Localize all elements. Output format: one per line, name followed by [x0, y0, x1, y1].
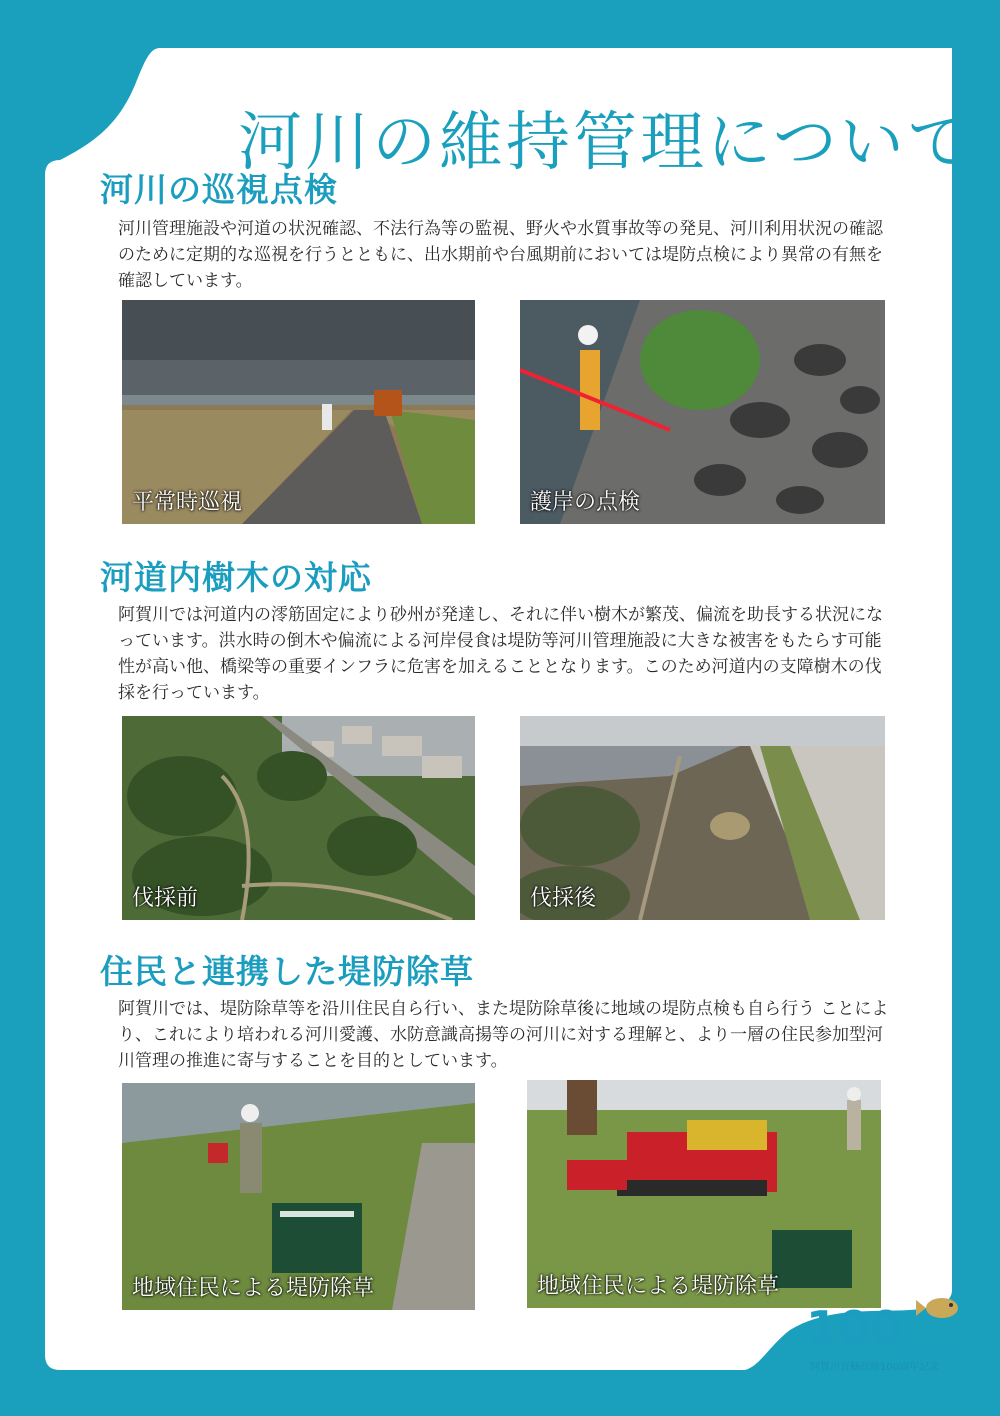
- logo-number: 100: [806, 1301, 903, 1355]
- photo-resident-mowing-2: [527, 1080, 881, 1308]
- page-number-graphic: [38, 36, 98, 100]
- section-body-mowing: 阿賀川では、堤防除草等を沿川住民自ら行い、また堤防除草後に地域の堤防点検も自ら行う ことにより、これにより培われる河川愛護、水防意識高揚等の河川に対する理解と、より一層の住民参加型河川管理の推進に寄与することを目的としています。: [118, 999, 889, 1071]
- logo-word: Anniversary: [896, 1341, 968, 1355]
- photo-caption: 伐採前: [132, 886, 199, 911]
- photo-caption: 伐採後: [530, 886, 597, 911]
- photo-caption: 護岸の点検: [530, 490, 641, 515]
- logo-suffix: th: [908, 1319, 922, 1334]
- photo-routine-patrol: [122, 300, 475, 524]
- photo-before-cutting: [122, 716, 475, 920]
- photo-revetment-inspection: [520, 300, 885, 524]
- fish-icon: [800, 1290, 970, 1360]
- centennial-logo: [800, 1290, 970, 1380]
- section-body-patrol: 河川管理施設や河道の状況確認、不法行為等の監視、野火や水質事故等の発見、河川利用状況の確認のために定期的な巡視を行うとともに、出水期前や台風期前においては堤防点検により異常の有無を確認しています。: [118, 219, 883, 291]
- section-title-trees: 河道内樹木の対応: [100, 558, 372, 597]
- photo-caption: 地域住民による堤防除草: [537, 1274, 780, 1299]
- photo-caption: 平常時巡視: [132, 490, 243, 515]
- section-title-patrol: 河川の巡視点検: [100, 170, 338, 209]
- section-body-trees: 阿賀川では河道内の澪筋固定により砂州が発達し、それに伴い樹木が繁茂、偏流を助長する状況になっています。洪水時の倒木や偏流による河岸侵食は堤防等河川管理施設に大きな被害をもたらす可能性が高い他、橋梁等の重要インフラに危害を加えることとなります。このため河道内の支障樹木の伐採を行っています。: [118, 605, 883, 703]
- section-title-mowing: 住民と連携した堤防除草: [100, 952, 474, 991]
- photo-caption: 地域住民による堤防除草: [132, 1276, 375, 1301]
- photo-after-cutting: [520, 716, 885, 920]
- photo-resident-mowing-1: [122, 1083, 475, 1310]
- page-title: 河川の維持管理について: [238, 105, 974, 180]
- logo-subtitle: 阿賀川直轄改修100周年記念: [810, 1362, 940, 1373]
